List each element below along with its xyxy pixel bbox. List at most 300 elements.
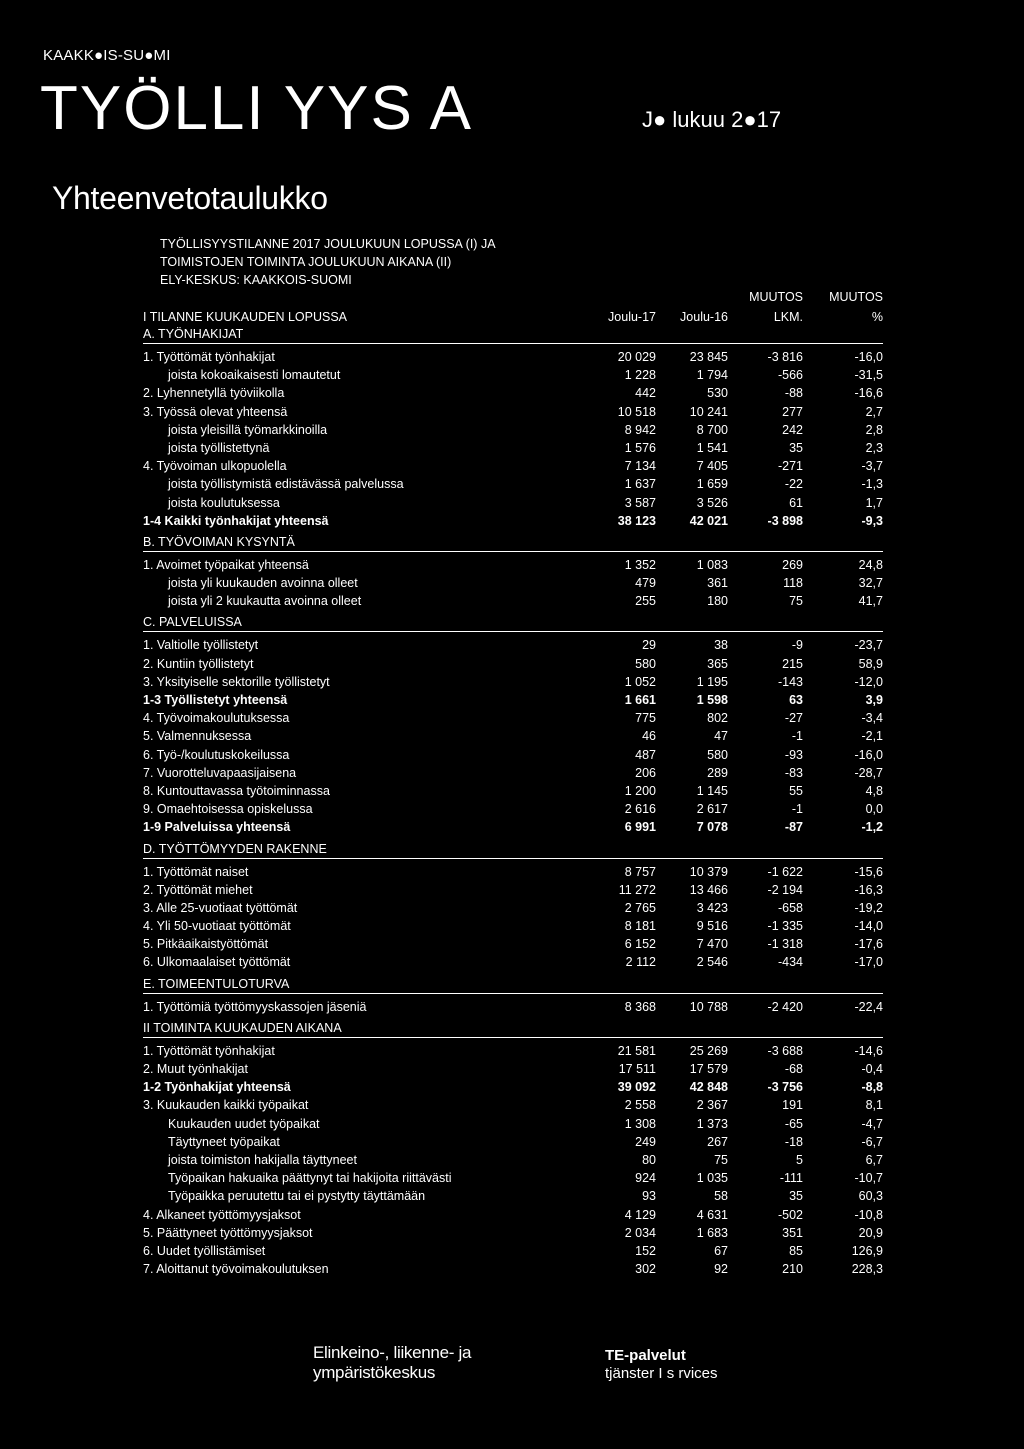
table-row (143, 1206, 883, 1224)
value-joulu-16: 7 405 (696, 459, 728, 474)
value-change-pct: -16,0 (854, 350, 883, 364)
value-change-count: -111 (779, 1171, 803, 1186)
value-change-pct: -16,0 (854, 747, 883, 762)
value-joulu-16: 7 470 (696, 937, 728, 952)
value-change-count: 215 (782, 656, 803, 671)
value-joulu-16: 1 659 (696, 477, 728, 492)
table-row (143, 764, 883, 782)
table-row (143, 1133, 883, 1151)
value-joulu-16: 38 (714, 638, 728, 653)
value-joulu-17: 7 134 (624, 459, 656, 474)
row-label: 4. Työvoimakoulutuksessa (143, 711, 290, 726)
row-label: 4. Alkaneet työttömyysjaksot (143, 1207, 301, 1222)
value-joulu-16: 3 526 (696, 495, 728, 510)
value-joulu-16: 1 145 (696, 783, 728, 798)
section-header (143, 976, 883, 994)
row-label: Työpaikan hakuaika päättynyt tai hakijoita riittävästi (168, 1171, 452, 1186)
section-label: B. TYÖVOIMAN KYSYNTÄ (143, 534, 295, 549)
value-joulu-17: 80 (642, 1152, 656, 1167)
value-joulu-17: 8 368 (624, 999, 656, 1014)
value-change-count: 118 (783, 576, 803, 591)
table-row (143, 800, 883, 818)
row-label: 2. Työttömät miehet (143, 882, 253, 897)
ely-logo-line: Elinkeino-, liikenne- ja (313, 1343, 472, 1362)
table-row (143, 1042, 883, 1060)
value-change-count: -3 756 (767, 1080, 803, 1095)
row-label: 2. Muut työnhakijat (143, 1062, 248, 1076)
table-row (143, 953, 883, 971)
table-row (143, 574, 883, 592)
value-joulu-17: 4 129 (624, 1207, 656, 1222)
value-change-pct: -6,7 (861, 1134, 883, 1149)
column-header-change-top-pct: MUUTOS (829, 290, 883, 304)
value-change-count: -87 (784, 820, 803, 835)
row-label: 3. Työssä olevat yhteensä (143, 404, 288, 419)
row-label: Täyttyneet työpaikat (168, 1134, 280, 1149)
region-label: KAAKK●IS-SU●MI (43, 47, 171, 64)
value-joulu-16: 25 269 (689, 1043, 728, 1058)
value-joulu-17: 20 029 (617, 350, 656, 364)
value-joulu-16: 802 (707, 711, 728, 726)
value-joulu-16: 10 379 (689, 864, 728, 879)
value-joulu-16: 4 631 (696, 1207, 728, 1222)
value-joulu-17: 6 152 (624, 937, 656, 952)
value-joulu-17: 21 581 (617, 1043, 656, 1058)
row-label: 9. Omaehtoisessa opiskelussa (143, 802, 313, 817)
row-label: joista yli 2 kuukautta avoinna olleet (168, 594, 362, 609)
value-change-count: -1 318 (767, 937, 803, 952)
section-label: D. TYÖTTÖMYYDEN RAKENNE (143, 841, 327, 856)
row-label: 6. Uudet työllistämiset (143, 1243, 266, 1258)
value-change-pct: 2,7 (865, 404, 883, 419)
value-joulu-17: 775 (635, 711, 656, 726)
value-change-pct: 6,7 (865, 1152, 883, 1167)
value-joulu-17: 93 (642, 1189, 656, 1204)
value-change-pct: 0,0 (865, 802, 883, 817)
table-row (143, 421, 883, 439)
row-label: 7. Aloittanut työvoimakoulutuksen (143, 1262, 329, 1277)
section-header (143, 614, 883, 632)
table-row (143, 348, 883, 366)
table-row (143, 556, 883, 574)
value-change-pct: 32,7 (858, 576, 883, 591)
table-row (143, 673, 883, 691)
value-change-count: -83 (784, 765, 803, 780)
table-row (143, 709, 883, 727)
section-header (143, 841, 883, 859)
value-joulu-16: 1 195 (696, 674, 728, 689)
report-month: J● lukuu 2●17 (642, 107, 782, 132)
value-change-count: -3 816 (767, 350, 803, 364)
ely-logo-line: ympäristökeskus (313, 1363, 436, 1382)
value-change-pct: -28,7 (854, 765, 883, 780)
value-joulu-16: 7 078 (696, 820, 728, 835)
value-joulu-17: 1 661 (624, 693, 656, 707)
row-label: 1-4 Kaikki työnhakijat yhteensä (143, 513, 329, 528)
value-joulu-17: 29 (642, 638, 656, 653)
table-row (143, 917, 883, 935)
table-row (143, 403, 883, 421)
value-change-count: -1 622 (767, 864, 803, 879)
value-change-pct: -0,4 (861, 1062, 883, 1076)
value-change-pct: -14,0 (854, 919, 883, 934)
value-joulu-16: 92 (714, 1262, 728, 1277)
value-joulu-17: 1 200 (624, 783, 656, 798)
row-label: Kuukauden uudet työpaikat (168, 1116, 320, 1131)
row-label: joista toimiston hakijalla täyttyneet (168, 1152, 357, 1167)
table-row (143, 384, 883, 402)
value-joulu-17: 1 052 (624, 674, 656, 689)
row-label: 1-3 Työllistetyt yhteensä (143, 693, 288, 707)
row-label: 1-2 Työnhakijat yhteensä (143, 1080, 291, 1095)
value-change-count: -1 335 (767, 919, 803, 934)
value-change-pct: 1,7 (865, 495, 883, 510)
value-joulu-16: 42 021 (689, 513, 728, 528)
value-change-count: -566 (777, 368, 803, 383)
value-change-pct: 2,8 (865, 422, 883, 437)
table-row (143, 366, 883, 384)
value-change-count: -68 (784, 1062, 803, 1076)
value-change-pct: -1,2 (861, 820, 883, 835)
table-row (143, 636, 883, 654)
value-change-count: -2 420 (767, 999, 803, 1014)
section-header (143, 326, 883, 344)
value-change-pct: -10,7 (854, 1171, 883, 1186)
row-label: 4. Yli 50-vuotiaat työttömät (143, 919, 291, 934)
value-joulu-17: 8 757 (624, 864, 656, 879)
table-row (143, 494, 883, 512)
intro-line: TYÖLLISYYSTILANNE 2017 JOULUKUUN LOPUSSA (I) JA (160, 237, 496, 251)
table-total-row (143, 691, 883, 709)
value-joulu-16: 361 (707, 576, 728, 591)
value-change-pct: 60,3 (858, 1189, 883, 1204)
row-label: 8. Kuntouttavassa työtoiminnassa (143, 783, 330, 798)
column-header-change-pct: % (871, 310, 883, 324)
table-row (143, 1169, 883, 1187)
row-label: joista työllistettynä (168, 440, 270, 455)
table-body (143, 326, 883, 1278)
value-change-count: 351 (782, 1225, 803, 1240)
value-change-count: -88 (784, 386, 803, 401)
value-change-pct: -8,8 (861, 1080, 883, 1095)
value-joulu-16: 267 (707, 1134, 728, 1149)
table-row (143, 475, 883, 493)
value-joulu-17: 10 518 (617, 404, 656, 419)
value-change-count: -658 (777, 900, 803, 915)
value-joulu-17: 2 112 (625, 955, 656, 970)
section-label: E. TOIMEENTULOTURVA (143, 976, 290, 991)
row-label: 1-9 Palveluissa yhteensä (143, 820, 291, 835)
table-total-row (143, 818, 883, 836)
column-header-change-top: MUUTOS (749, 290, 803, 304)
row-label: joista kokoaikaisesti lomautetut (168, 368, 341, 383)
value-change-pct: -23,7 (854, 638, 883, 653)
value-change-count: -65 (784, 1116, 803, 1131)
row-label: 5. Pitkäaikaistyöttömät (143, 937, 269, 952)
column-header-joulu-16: Joulu-16 (680, 310, 728, 324)
value-joulu-16: 10 241 (689, 404, 728, 419)
value-joulu-17: 1 228 (624, 368, 656, 383)
row-label: 7. Vuorotteluvapaasijaisena (143, 765, 297, 780)
row-label: 1. Työttömät työnhakijat (143, 1043, 275, 1058)
value-change-pct: -16,6 (854, 386, 883, 401)
value-change-count: 75 (789, 594, 803, 609)
value-change-pct: -31,5 (854, 368, 883, 383)
row-label: 6. Työ-/koulutuskokeilussa (143, 747, 290, 762)
value-change-count: 55 (789, 783, 803, 798)
value-change-pct: 3,9 (865, 693, 883, 707)
value-change-count: 5 (796, 1152, 803, 1167)
value-joulu-16: 8 700 (696, 422, 728, 437)
section-label: A. TYÖNHAKIJAT (143, 327, 244, 341)
table-row (143, 1242, 883, 1260)
section-header (143, 1020, 883, 1038)
value-change-count: -22 (784, 477, 803, 492)
value-joulu-17: 2 616 (624, 802, 656, 817)
value-change-count: -271 (777, 459, 803, 474)
value-joulu-17: 11 272 (618, 882, 656, 897)
value-joulu-16: 1 373 (696, 1116, 728, 1131)
value-change-pct: 24,8 (858, 557, 883, 572)
table-total-row (143, 1078, 883, 1096)
value-change-count: 35 (789, 1189, 803, 1204)
value-joulu-17: 1 576 (624, 440, 656, 455)
table-row (143, 439, 883, 457)
value-change-pct: -3,7 (861, 459, 883, 474)
value-change-pct: -3,4 (861, 711, 883, 726)
value-change-pct: -15,6 (854, 864, 883, 879)
table-row (143, 1187, 883, 1205)
value-joulu-16: 1 598 (696, 693, 728, 707)
value-joulu-16: 2 546 (696, 955, 728, 970)
table-row (143, 457, 883, 475)
value-change-pct: -17,0 (854, 955, 883, 970)
value-change-count: 35 (789, 440, 803, 455)
value-change-pct: 58,9 (858, 656, 883, 671)
value-change-count: -3 688 (767, 1043, 803, 1058)
row-label: 1. Työttömät naiset (143, 864, 249, 879)
row-label: 4. Työvoiman ulkopuolella (143, 459, 287, 474)
intro-line: ELY-KESKUS: KAAKKOIS-SUOMI (160, 273, 352, 287)
value-change-count: -1 (791, 802, 803, 817)
value-change-pct: 20,9 (858, 1225, 883, 1240)
value-joulu-16: 365 (707, 656, 728, 671)
value-change-count: -3 898 (767, 513, 803, 528)
table-row (143, 1096, 883, 1114)
value-change-pct: -19,2 (854, 900, 883, 915)
value-change-count: 61 (789, 495, 803, 510)
value-change-count: -1 (791, 729, 803, 744)
table-row (143, 863, 883, 881)
table-row (143, 881, 883, 899)
row-label: 5. Valmennuksessa (143, 729, 252, 744)
value-joulu-17: 249 (635, 1134, 656, 1149)
row-label: 5. Päättyneet työttömyysjaksot (143, 1225, 313, 1240)
row-label: 3. Kuukauden kaikki työpaikat (143, 1098, 309, 1113)
value-change-pct: 8,1 (865, 1098, 883, 1113)
value-change-pct: -9,3 (861, 513, 883, 528)
value-joulu-16: 17 579 (689, 1062, 728, 1076)
value-change-count: -9 (791, 638, 803, 653)
value-joulu-16: 42 848 (689, 1080, 728, 1095)
value-joulu-17: 6 991 (624, 820, 656, 835)
te-logo (605, 1347, 718, 1383)
table-total-row (143, 512, 883, 530)
value-change-pct: 4,8 (865, 783, 883, 798)
row-label: 1. Työttömät työnhakijat (143, 350, 275, 364)
value-change-count: -143 (777, 674, 803, 689)
value-change-count: 210 (782, 1262, 803, 1277)
value-joulu-17: 38 123 (617, 513, 656, 528)
value-joulu-17: 206 (635, 765, 656, 780)
row-label: 3. Alle 25-vuotiaat työttömät (143, 900, 298, 915)
value-joulu-17: 2 558 (624, 1098, 656, 1113)
value-change-count: 242 (782, 422, 803, 437)
page-title: TYÖLLI YYS A (40, 74, 473, 143)
row-label: joista yli kuukauden avoinna olleet (168, 576, 358, 591)
row-label: 3. Yksityiselle sektorille työllistetyt (143, 674, 330, 689)
value-joulu-17: 580 (635, 656, 656, 671)
value-change-pct: 126,9 (851, 1243, 883, 1258)
row-label: 1. Työttömiä työttömyyskassojen jäseniä (143, 999, 367, 1014)
value-joulu-17: 17 511 (618, 1062, 656, 1076)
table-row (143, 592, 883, 610)
value-change-count: 63 (789, 693, 803, 707)
row-label: Työpaikka peruutettu tai ei pystytty täyttämään (168, 1189, 426, 1204)
value-change-count: -502 (777, 1207, 803, 1222)
row-label: joista koulutuksessa (168, 495, 280, 510)
value-joulu-17: 255 (635, 594, 656, 609)
section-header (143, 534, 883, 552)
value-joulu-16: 1 541 (696, 440, 728, 455)
value-joulu-16: 23 845 (689, 350, 728, 364)
value-change-count: 277 (782, 404, 803, 419)
value-joulu-17: 302 (635, 1262, 656, 1277)
value-change-count: -18 (784, 1134, 803, 1149)
te-logo-line: tjänster I s rvices (605, 1365, 718, 1382)
section-title-i: I TILANNE KUUKAUDEN LOPUSSA (143, 310, 347, 324)
table-row (143, 1151, 883, 1169)
value-joulu-16: 10 788 (689, 999, 728, 1014)
value-change-pct: -1,3 (861, 477, 883, 492)
te-logo-line: TE-palvelut (605, 1347, 686, 1364)
value-joulu-16: 1 035 (696, 1171, 728, 1186)
table-row (143, 782, 883, 800)
value-joulu-16: 58 (714, 1189, 728, 1204)
value-joulu-16: 3 423 (696, 900, 728, 915)
value-change-pct: -2,1 (861, 729, 883, 744)
value-joulu-16: 1 083 (696, 557, 728, 572)
summary-table-title: Yhteenvetotaulukko (52, 180, 328, 216)
table-row (143, 1260, 883, 1278)
value-change-pct: -10,8 (854, 1207, 883, 1222)
value-change-count: 269 (782, 557, 803, 572)
value-joulu-17: 152 (635, 1243, 656, 1258)
row-label: 6. Ulkomaalaiset työttömät (143, 955, 291, 970)
row-label: joista yleisillä työmarkkinoilla (168, 422, 328, 437)
value-joulu-17: 1 352 (624, 557, 656, 572)
value-joulu-16: 9 516 (696, 919, 728, 934)
ely-logo (313, 1343, 471, 1383)
value-joulu-17: 487 (635, 747, 656, 762)
summary-table (143, 290, 883, 1278)
value-joulu-16: 2 617 (696, 802, 728, 817)
intro-text (160, 235, 496, 289)
value-joulu-16: 580 (707, 747, 728, 762)
value-change-count: -2 194 (767, 882, 803, 897)
row-label: 1. Avoimet työpaikat yhteensä (143, 557, 309, 572)
value-change-count: -93 (784, 747, 803, 762)
value-joulu-17: 2 765 (624, 900, 656, 915)
table-row (143, 1060, 883, 1078)
table-row (143, 935, 883, 953)
value-change-pct: -22,4 (854, 999, 883, 1014)
value-joulu-17: 8 181 (624, 919, 656, 934)
table-row (143, 998, 883, 1016)
value-joulu-17: 479 (635, 576, 656, 591)
table-row (143, 746, 883, 764)
value-change-pct: -4,7 (861, 1116, 883, 1131)
section-label: II TOIMINTA KUUKAUDEN AIKANA (143, 1020, 342, 1035)
value-change-pct: 228,3 (851, 1262, 883, 1277)
value-change-count: 85 (789, 1243, 803, 1258)
value-joulu-16: 75 (714, 1152, 728, 1167)
table-row (143, 1224, 883, 1242)
column-header-joulu-17: Joulu-17 (608, 310, 656, 324)
value-change-count: -27 (784, 711, 803, 726)
value-joulu-16: 289 (707, 765, 728, 780)
value-joulu-17: 8 942 (624, 422, 656, 437)
table-header (143, 290, 883, 326)
row-label: 2. Kuntiin työllistetyt (143, 656, 254, 671)
value-joulu-16: 1 683 (696, 1225, 728, 1240)
value-change-count: -434 (777, 955, 803, 970)
table-row (143, 899, 883, 917)
value-change-pct: 41,7 (858, 594, 883, 609)
value-change-pct: -14,6 (854, 1043, 883, 1058)
value-joulu-17: 924 (635, 1171, 656, 1186)
value-joulu-16: 67 (714, 1243, 728, 1258)
value-joulu-17: 1 308 (624, 1116, 656, 1131)
value-joulu-17: 39 092 (617, 1080, 656, 1095)
value-joulu-16: 2 367 (696, 1098, 728, 1113)
row-label: 1. Valtiolle työllistetyt (143, 638, 259, 653)
value-joulu-16: 13 466 (689, 882, 728, 897)
intro-line: TOIMISTOJEN TOIMINTA JOULUKUUN AIKANA (II) (160, 255, 452, 269)
table-row (143, 727, 883, 745)
value-joulu-16: 1 794 (696, 368, 728, 383)
row-label: 2. Lyhennetyllä työviikolla (143, 386, 285, 401)
value-joulu-16: 47 (714, 729, 728, 744)
section-label: C. PALVELUISSA (143, 615, 242, 630)
value-joulu-17: 1 637 (624, 477, 656, 492)
value-change-pct: -16,3 (854, 882, 883, 897)
value-change-pct: 2,3 (865, 440, 883, 455)
value-change-pct: -17,6 (854, 937, 883, 952)
value-joulu-16: 180 (707, 594, 728, 609)
value-change-pct: -12,0 (854, 674, 883, 689)
row-label: joista työllistymistä edistävässä palvelussa (168, 477, 404, 492)
value-change-count: 191 (782, 1098, 803, 1113)
value-joulu-17: 2 034 (624, 1225, 656, 1240)
table-row (143, 655, 883, 673)
column-header-change-count: LKM. (773, 310, 803, 324)
value-joulu-16: 530 (707, 386, 728, 401)
value-joulu-17: 442 (635, 386, 656, 401)
value-joulu-17: 46 (642, 729, 656, 744)
value-joulu-17: 3 587 (624, 495, 656, 510)
table-row (143, 1115, 883, 1133)
